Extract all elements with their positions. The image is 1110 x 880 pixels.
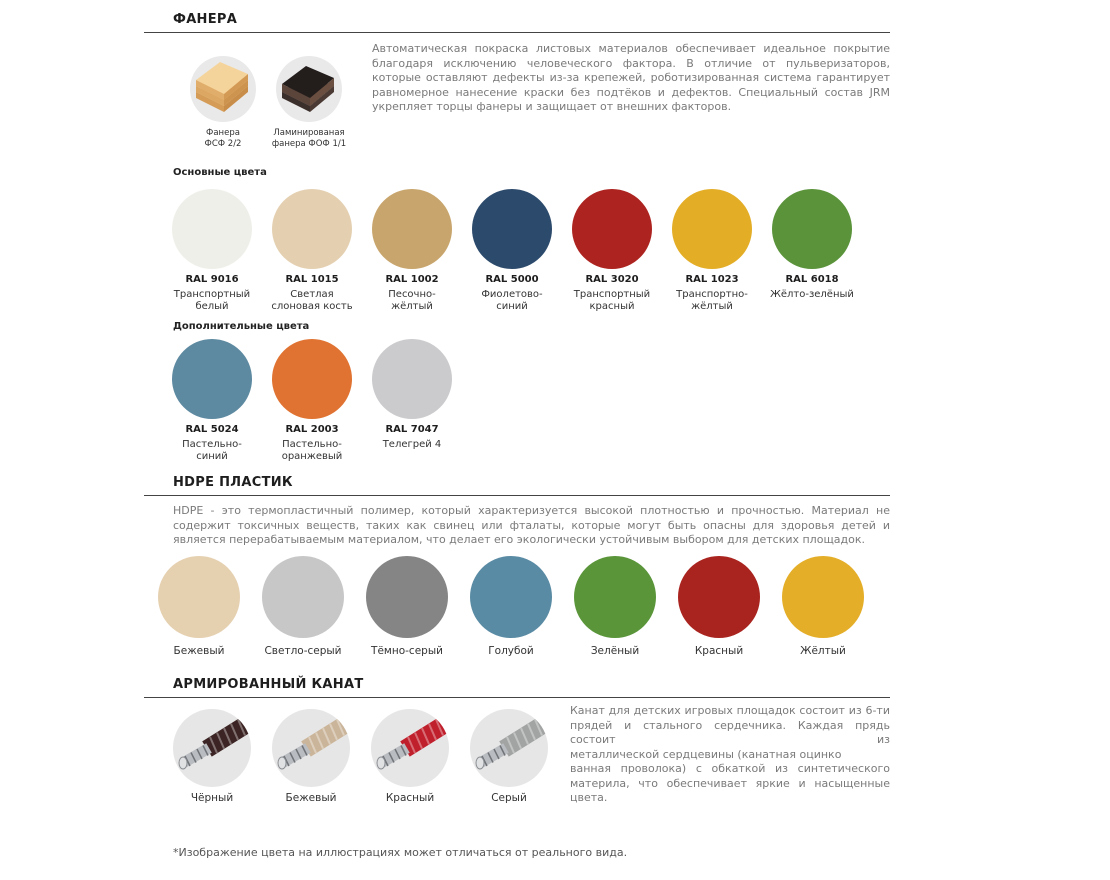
hdpe-color-name: Светло-серый [264, 645, 342, 657]
rope-image [173, 709, 251, 787]
rope-image [470, 709, 548, 787]
extra-color-name [162, 439, 262, 463]
plywood-description: Автоматическая покраска листовых материалов обеспечивает идеальное покрытие благодаря исключению человеческого фактора. В отличие от пульверизаторов, которые оставляют дефекты из-за крепежей, роботизированная система гарантирует равномерное нанесение краски без подтёков и дефектов. Специальный состав JRM укрепляет торцы фанеры и защищает от внешних факторов. [372, 42, 890, 113]
hdpe-color-swatch [262, 556, 344, 638]
extra-color-name-line1: Телегрей 4 [382, 439, 442, 450]
main-color-code: RAL 1002 [385, 274, 439, 285]
main-color-name-line2: белый [195, 301, 229, 312]
plywood-divider [144, 32, 890, 33]
main-color-swatch [472, 189, 552, 269]
plywood-fsf-caption-line2: ФСФ 2/2 [204, 138, 242, 149]
extra-colors-label: Дополнительные цвета [173, 321, 310, 332]
extra-color-name-line1: Пастельно- [282, 439, 342, 450]
hdpe-color-name: Зелёный [590, 645, 640, 657]
main-color-name-line2: синий [496, 301, 528, 312]
main-color-name-line1: Жёлто-зелёный [770, 289, 854, 300]
rope-title: АРМИРОВАННЫЙ КАНАТ [173, 677, 364, 692]
main-color-code: RAL 3020 [585, 274, 639, 285]
main-color-code: RAL 9016 [185, 274, 239, 285]
rope-divider [144, 697, 890, 698]
extra-color-name-line2: оранжевый [281, 451, 343, 462]
hdpe-color-swatch [782, 556, 864, 638]
rope-color-name: Серый [491, 792, 527, 804]
main-color-code: RAL 1023 [685, 274, 739, 285]
main-color-code: RAL 6018 [785, 274, 839, 285]
main-color-swatch [272, 189, 352, 269]
rope-description [570, 704, 890, 806]
extra-color-swatch [372, 339, 452, 419]
extra-color-name [262, 439, 362, 463]
plywood-laminated-caption-line1: Ламинированая [273, 128, 345, 138]
plywood-laminated-image [276, 56, 342, 122]
main-color-name-line1: Транспортно- [676, 289, 748, 300]
main-color-name [762, 289, 862, 301]
main-color-name-line1: Песочно- [388, 289, 436, 300]
rope-color-name: Чёрный [190, 792, 234, 804]
extra-color-name [362, 439, 462, 451]
main-color-swatch [172, 189, 252, 269]
extra-color-code: RAL 7047 [385, 424, 439, 435]
hdpe-divider [144, 495, 890, 496]
main-color-code: RAL 1015 [285, 274, 339, 285]
main-color-name-line2: слоновая кость [271, 301, 353, 312]
rope-description-line-1: Канат для детских игровых площадок состоит из 6-ти [570, 704, 890, 717]
hdpe-color-name: Жёлтый [800, 645, 846, 657]
extra-color-swatch [272, 339, 352, 419]
main-color-name-line1: Светлая [290, 289, 334, 300]
hdpe-color-swatch [366, 556, 448, 638]
extra-color-code: RAL 2003 [285, 424, 339, 435]
hdpe-description: HDPE - это термопластичный полимер, который характеризуется высокой плотностью и прочностью. Материал не содержит токсичных веществ, таких как свинец или фталаты, которые могут быть опасны для здоровья детей и является перерабатываемым материалом, что делает его экологически устойчивым выбором для детских площадок. [173, 504, 890, 546]
plywood-laminated-caption-line2: фанера ФОФ 1/1 [271, 138, 347, 149]
hdpe-title: HDPE ПЛАСТИК [173, 475, 293, 490]
hdpe-color-name: Тёмно-серый [371, 645, 443, 657]
main-color-name-line1: Транспортный [573, 289, 651, 300]
main-color-name [462, 289, 562, 313]
main-colors-label: Основные цвета [173, 167, 267, 178]
extra-color-code: RAL 5024 [185, 424, 239, 435]
rope-color-name: Красный [385, 792, 435, 804]
main-color-name-line2: красный [589, 301, 635, 312]
rope-description-line-2: прядей и стального сердечника. Каждая прядь состоит из [570, 718, 890, 746]
main-color-name [262, 289, 362, 313]
hdpe-color-swatch [158, 556, 240, 638]
hdpe-color-swatch [678, 556, 760, 638]
main-color-swatch [672, 189, 752, 269]
hdpe-color-swatch [470, 556, 552, 638]
extra-color-name-line1: Пастельно- [182, 439, 242, 450]
hdpe-color-name: Бежевый [173, 645, 225, 657]
hdpe-color-name: Красный [694, 645, 744, 657]
plywood-title: ФАНЕРА [173, 12, 238, 27]
main-color-name-line2: жёлтый [691, 301, 733, 312]
rope-image [371, 709, 449, 787]
hdpe-color-swatch [574, 556, 656, 638]
main-color-name [562, 289, 662, 313]
main-color-name [162, 289, 262, 313]
main-color-swatch [772, 189, 852, 269]
main-color-name [362, 289, 462, 313]
main-color-name-line2: жёлтый [391, 301, 433, 312]
plywood-laminated-caption [249, 128, 369, 149]
main-color-swatch [572, 189, 652, 269]
rope-color-name: Бежевый [285, 792, 337, 804]
main-color-code: RAL 5000 [485, 274, 539, 285]
main-color-swatch [372, 189, 452, 269]
extra-color-name-line2: синий [196, 451, 228, 462]
rope-description-line-3: металлической сердцевины (канатная оцинко [570, 747, 842, 761]
main-color-name [662, 289, 762, 313]
hdpe-color-name: Голубой [488, 645, 534, 657]
footnote: *Изображение цвета на иллюстрациях может отличаться от реального вида. [173, 846, 628, 859]
main-color-name-line1: Фиолетово- [481, 289, 543, 300]
rope-description-line-5: материла, что обеспечивает яркие и насыщенные цвета. [570, 776, 890, 804]
main-color-name-line1: Транспортный [173, 289, 251, 300]
rope-image [272, 709, 350, 787]
plywood-fsf-image [190, 56, 256, 122]
extra-color-swatch [172, 339, 252, 419]
plywood-fsf-caption-line1: Фанера [206, 128, 240, 138]
rope-description-line-4: ванная проволока) с обкаткой из синтетического [570, 762, 890, 775]
